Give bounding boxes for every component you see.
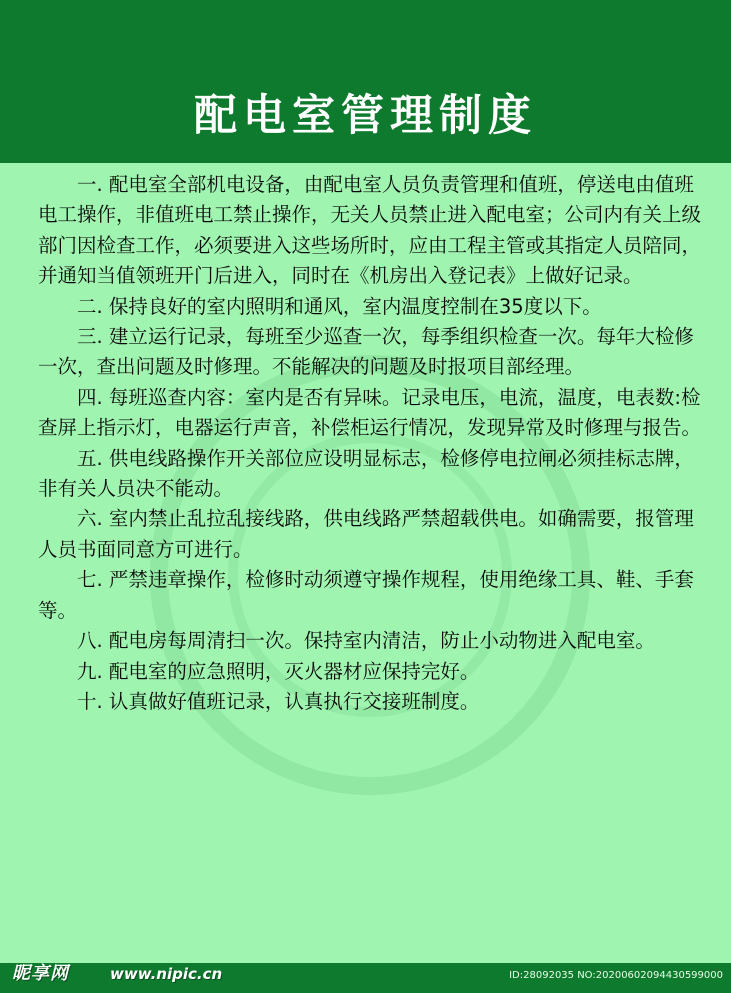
- regulations-body: [38, 170, 708, 717]
- regulation-item-5: 五. 供电线路操作开关部位应设明显标志，检修停电拉闸必须挂标志牌，非有关人员决不能动。: [38, 446, 694, 501]
- regulation-item-9: 九. 配电室的应急照明，灭火器材应保持完好。: [77, 659, 480, 683]
- regulation-item-2: 二. 保持良好的室内照明和通风，室内温度控制在35度以下。: [77, 294, 602, 318]
- regulation-item-3: 三. 建立运行记录，每班至少巡查一次，每季组织检查一次。每年大检修一次，查出问题及时修理。不能解决的问题及时报项目部经理。: [38, 325, 694, 379]
- site-url: www.nipic.cn: [110, 965, 223, 983]
- regulation-item-4: 四. 每班巡查内容：室内是否有异味。记录电压，电流，温度，电表数:检查屏上指示灯，电器运行声音，补偿柜运行情况，发现异常及时修理与报告。: [38, 385, 702, 440]
- regulation-item-8: 八. 配电房每周清扫一次。保持室内清洁，防止小动物进入配电室。: [77, 629, 655, 653]
- site-logo: 昵享网: [12, 963, 69, 984]
- image-id-label: ID:28092035 NO:20200602094430599000: [509, 970, 723, 981]
- regulation-item-6: 六. 室内禁止乱拉乱接线路，供电线路严禁超载供电。如确需要，报管理人员书面同意方可进行。: [38, 507, 694, 561]
- header-banner: [0, 0, 731, 163]
- page-title: 配电室管理制度: [194, 91, 537, 141]
- regulation-item-7: 七. 严禁违章操作，检修时动须遵守操作规程，使用绝缘工具、鞋、手套等。: [38, 568, 694, 622]
- regulation-item-1: 一. 配电室全部机电设备，由配电室人员负责管理和值班，停送电由值班电工操作，非值班电工禁止操作，无关人员禁止进入配电室；公司内有关上级部门因检查工作，必须要进入这些场所时，应由工程主管或其指定人员陪同，并通知当值领班开门后进入，同时在《机房出入登记表》上做好记录。: [38, 173, 702, 288]
- regulation-item-10: 十. 认真做好值班记录，认真执行交接班制度。: [77, 689, 480, 713]
